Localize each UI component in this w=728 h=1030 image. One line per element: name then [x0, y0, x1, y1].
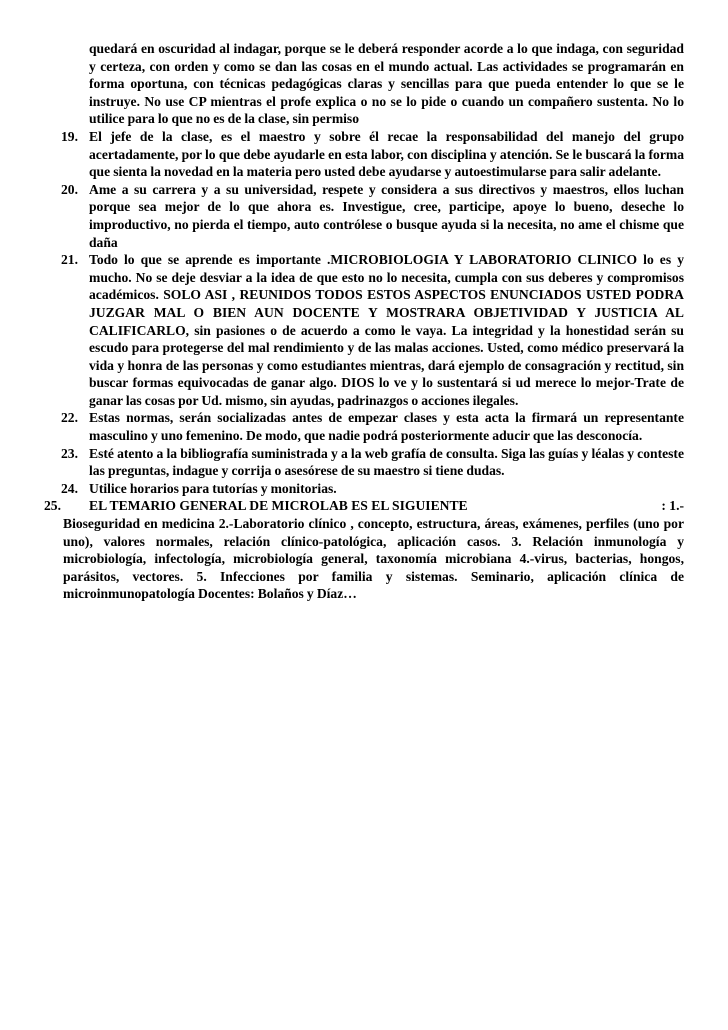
list-item-21 [0, 251, 728, 409]
list-item-24 [0, 480, 728, 498]
continuation-paragraph [0, 40, 728, 128]
item-text: Todo lo que se aprende es importante .MICROBIOLOGIA Y LABORATORIO CLINICO lo es y mucho. No se deje desviar a la idea de que esto no lo necesita, cumpla con sus deberes y compromisos académicos. SOLO ASI , REUNIDOS TODOS ESTOS ASPECTOS ENUNCIADOS USTED PODRA JUZGAR MAL O BIEN AUN DOCENTE Y MOSTRARA OBJETIVIDAD Y JUSTICIA AL CALIFICARLO, sin pasiones o de acuerdo a como le vaya. La integridad y la honestidad serán su escudo para protegerse del mal rendimiento y de las malas acciones. Usted, como médico preservará la vida y honra de las personas y como estudiantes mientras, dará ejemplo de consagración y rectitud, sin buscar formas equivocadas de ganar algo. DIOS lo ve y lo sustentará si ud merece lo mejor-Trate de ganar las cosas por Ud. mismo, sin ayudas, padrinazgos o acciones ilegales. [89, 252, 684, 408]
document-body [0, 40, 728, 603]
temario-body: Bioseguridad en medicina 2.-Laboratorio clínico , concepto, estructura, áreas, exámenes, perfiles (uno por uno), valores normales, relación clínico-patológica, aplicación casos. 3. Relación inmunología y microbiología, infectología, microbiología general, taxonomía microbiana 4.-virus, bacterias, hongos, parásitos, vectores. 5. Infecciones por familia y sistemas. Seminario, aplicación clínica de microinmunopatología Docentes: Bolaños y Díaz… [63, 516, 684, 602]
item-number: 23. [61, 445, 78, 461]
item-text: Esté atento a la bibliografía suministrada y a la web grafía de consulta. Siga las guías y léalas y conteste las preguntas, indague y corrija o asesórese de su maestro si tiene dudas. [89, 445, 684, 479]
list-item-19 [0, 128, 728, 181]
temario-heading-line [44, 497, 684, 515]
temario-heading-tail: : 1.- [661, 498, 684, 514]
item-text: Utilice horarios para tutorías y monitorias. [89, 480, 337, 496]
item-text: Ame a su carrera y a su universidad, respete y considera a sus directivos y maestros, ellos luchan porque sea mejor de lo que ahora es. Investigue, cree, participe, apoye lo bueno, deseche lo improductivo, no pierda el tiempo, auto contrólese o busque ayuda si la necesita, no ame el chisme que daña [89, 181, 684, 250]
list-item-20 [0, 181, 728, 251]
item-number: 22. [61, 410, 78, 426]
item-text: Estas normas, serán socializadas antes de empezar clases y esta acta la firmará un representante masculino y uno femenino. De modo, que nadie podrá posteriormente aducir que las desconocía. [89, 410, 684, 444]
temario-heading: EL TEMARIO GENERAL DE MICROLAB ES EL SIGUIENTE [89, 498, 468, 514]
item-number: 24. [61, 480, 78, 496]
item-number: 25. [44, 498, 61, 514]
list-item-25 [0, 497, 728, 603]
continuation-text: quedará en oscuridad al indagar, porque se le deberá responder acorde a lo que indaga, con seguridad y certeza, con orden y como se dan las cosas en el mundo actual. Las actividades se programarán en forma oportuna, con técnicas pedagógicas claras y sencillas para que pueda entender lo que se le instruye. No use CP mientras el profe explica o no se lo pide o cuando un compañero sustenta. No lo utilice para lo que no es de la clase, sin permiso [89, 41, 684, 127]
item-number: 19. [61, 128, 78, 144]
list-item-22 [0, 409, 728, 444]
item-text: El jefe de la clase, es el maestro y sobre él recae la responsabilidad del manejo del grupo acertadamente, por lo que debe ayudarle en esta labor, con disciplina y atención. Se le buscará la forma que sienta la novedad en la materia pero usted debe ayudarse y autoestimularse para salir adelante. [89, 128, 684, 180]
item-number: 20. [61, 181, 78, 197]
list-item-23 [0, 445, 728, 480]
item-number: 21. [61, 252, 78, 268]
